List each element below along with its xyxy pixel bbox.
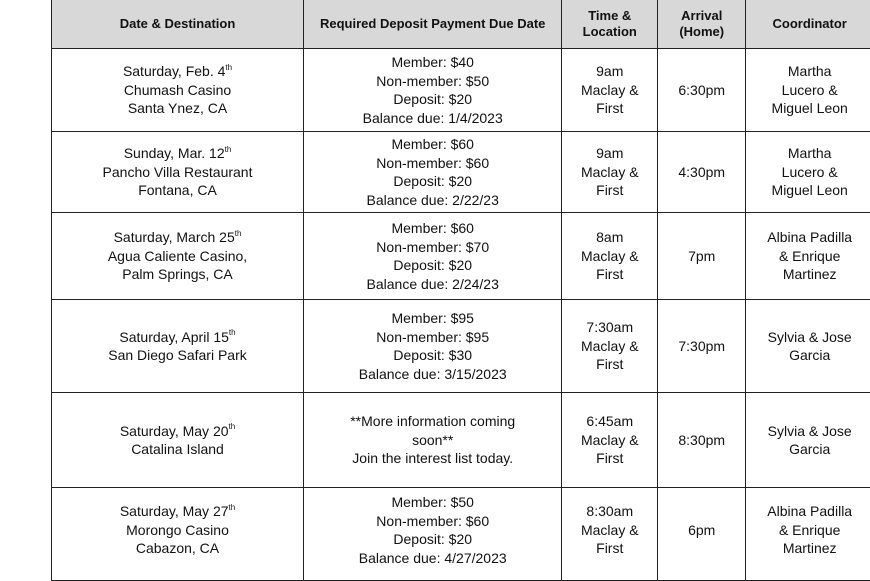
trip-arrival-wrap: [662, 521, 741, 540]
trip-row: [52, 300, 870, 393]
trip-time: 9am: [566, 144, 653, 163]
trip-location-line: First: [566, 265, 653, 284]
header-deposit: [304, 0, 562, 49]
trip-destination-line: Pancho Villa Restaurant: [56, 163, 299, 182]
trip-deposit-line: Deposit: $20: [308, 90, 557, 109]
trip-arrival: 7:30pm: [662, 337, 741, 356]
trip-deposit-line: Deposit: $20: [308, 530, 557, 549]
trip-row: [52, 49, 870, 132]
trip-deposit-line: Balance due: 2/22/23: [308, 191, 557, 210]
trip-date-ordinal: th: [229, 503, 236, 512]
trip-location-line: Maclay &: [566, 337, 653, 356]
trip-coordinator: [750, 328, 869, 365]
trip-deposit-line: Non-member: $60: [308, 512, 557, 531]
trip-date-destination-cell: [52, 300, 304, 393]
trip-time-location: [566, 318, 653, 374]
trip-date-ordinal: th: [229, 422, 236, 431]
trip-arrival: 6pm: [662, 521, 741, 540]
trip-coordinator-line: Miguel Leon: [750, 99, 869, 118]
trip-coordinator: [750, 228, 869, 284]
trip-destination-line: Cabazon, CA: [56, 539, 299, 558]
trip-deposit: [308, 493, 557, 567]
trip-arrival-wrap: [662, 431, 741, 450]
trip-coordinator-line: Martha: [750, 144, 869, 163]
trip-date-ordinal: th: [235, 229, 242, 238]
trips-table: [51, 0, 870, 581]
trip-date-destination-cell: [52, 213, 304, 300]
trip-row: [52, 213, 870, 300]
header-coordinator-label: Coordinator: [772, 16, 846, 31]
trip-date-ordinal: th: [225, 63, 232, 72]
trip-deposit-line: Member: $50: [308, 493, 557, 512]
trip-date-text: Saturday, March 25: [114, 229, 235, 245]
header-date-destination: [52, 0, 304, 49]
trip-coordinator-cell: [746, 49, 870, 132]
trip-date-destination-cell: [52, 488, 304, 581]
trip-date-ordinal: th: [229, 328, 236, 337]
trip-coordinator: [750, 502, 869, 558]
trip-time: 9am: [566, 62, 653, 81]
trip-location-line: Maclay &: [566, 247, 653, 266]
trip-date-destination: [56, 144, 299, 200]
trip-row: [52, 488, 870, 581]
trip-date: [56, 328, 299, 347]
trip-date: [56, 422, 299, 441]
trip-deposit-cell: [304, 49, 562, 132]
trip-date-destination-cell: [52, 49, 304, 132]
trip-arrival-wrap: [662, 163, 741, 182]
trip-time: 7:30am: [566, 318, 653, 337]
header-time-location: [562, 0, 658, 49]
trip-date-destination: [56, 328, 299, 365]
trip-date: [56, 144, 299, 163]
trip-date-text: Saturday, May 20: [120, 423, 229, 439]
trip-deposit-line: Member: $60: [308, 135, 557, 154]
trip-coordinator: [750, 62, 869, 118]
header-deposit-line1: Required Deposit: [320, 16, 428, 31]
trip-coordinator-line: Albina Padilla: [750, 502, 869, 521]
trip-arrival-wrap: [662, 337, 741, 356]
trip-coordinator-line: Martinez: [750, 265, 869, 284]
trip-date-text: Saturday, Feb. 4: [123, 63, 225, 79]
trip-arrival-wrap: [662, 247, 741, 266]
trip-deposit-line: Non-member: $95: [308, 328, 557, 347]
trip-date: [56, 228, 299, 247]
trip-time-location: [566, 228, 653, 284]
trip-deposit: [308, 135, 557, 209]
trip-coordinator-cell: [746, 213, 870, 300]
trip-coordinator-line: & Enrique: [750, 521, 869, 540]
trip-destination-line: Catalina Island: [56, 440, 299, 459]
trip-arrival-cell: [658, 132, 746, 213]
trip-location-line: Maclay &: [566, 431, 653, 450]
trip-coordinator: [750, 422, 869, 459]
trip-arrival-cell: [658, 213, 746, 300]
trip-coordinator-line: Garcia: [750, 346, 869, 365]
trip-date-destination: [56, 502, 299, 558]
trip-deposit-cell: [304, 300, 562, 393]
trip-coordinator-line: Miguel Leon: [750, 181, 869, 200]
trip-location-line: Maclay &: [566, 81, 653, 100]
trip-time-location-cell: [562, 488, 658, 581]
trip-deposit: [308, 412, 557, 468]
trip-destination-line: Santa Ynez, CA: [56, 99, 299, 118]
header-arrival-line1: Arrival: [681, 8, 722, 23]
trip-destination-line: Chumash Casino: [56, 81, 299, 100]
trip-location-line: Maclay &: [566, 521, 653, 540]
trip-arrival: 6:30pm: [662, 81, 741, 100]
trip-date: [56, 62, 299, 81]
trip-deposit-line: Deposit: $20: [308, 256, 557, 275]
trip-time-location: [566, 62, 653, 118]
trip-arrival-cell: [658, 393, 746, 488]
trip-date-destination-cell: [52, 132, 304, 213]
header-row: [52, 0, 870, 49]
header-date-destination-label: Date & Destination: [120, 16, 236, 31]
trip-coordinator: [750, 144, 869, 200]
trip-deposit-line: **More information coming: [308, 412, 557, 431]
trip-time-location-cell: [562, 393, 658, 488]
trip-location-line: First: [566, 449, 653, 468]
trip-deposit-line: Balance due: 2/24/23: [308, 275, 557, 294]
trip-row: [52, 132, 870, 213]
trip-row: [52, 393, 870, 488]
header-coordinator: [746, 0, 870, 49]
trip-destination-line: Morongo Casino: [56, 521, 299, 540]
trip-arrival: 8:30pm: [662, 431, 741, 450]
trip-location-line: First: [566, 539, 653, 558]
trip-coordinator-cell: [746, 132, 870, 213]
trip-coordinator-cell: [746, 300, 870, 393]
trip-deposit-cell: [304, 393, 562, 488]
trip-deposit: [308, 53, 557, 127]
header-arrival-line2: (Home): [679, 24, 724, 39]
trip-deposit: [308, 309, 557, 383]
trip-deposit-cell: [304, 213, 562, 300]
trip-date-destination-cell: [52, 393, 304, 488]
trip-deposit-line: Non-member: $70: [308, 238, 557, 257]
trip-time: 8:30am: [566, 502, 653, 521]
trip-destination-line: San Diego Safari Park: [56, 346, 299, 365]
trip-deposit-cell: [304, 132, 562, 213]
trip-destination-line: Fontana, CA: [56, 181, 299, 200]
trip-time-location: [566, 502, 653, 558]
trip-date-ordinal: th: [225, 145, 232, 154]
header-deposit-line2: Payment Due Date: [431, 16, 545, 31]
trip-arrival-cell: [658, 49, 746, 132]
trip-coordinator-line: Garcia: [750, 440, 869, 459]
trip-deposit-line: Member: $95: [308, 309, 557, 328]
trip-deposit-line: Deposit: $30: [308, 346, 557, 365]
trip-date-destination: [56, 62, 299, 118]
trip-deposit-line: Non-member: $60: [308, 154, 557, 173]
trip-coordinator-line: Sylvia & Jose: [750, 328, 869, 347]
trip-coordinator-line: Lucero &: [750, 163, 869, 182]
trip-deposit-line: Member: $40: [308, 53, 557, 72]
trip-deposit-line: Deposit: $20: [308, 172, 557, 191]
trip-destination-line: Palm Springs, CA: [56, 265, 299, 284]
header-time-line2: Location: [583, 24, 637, 39]
trip-time-location: [566, 412, 653, 468]
trip-deposit-line: soon**: [308, 431, 557, 450]
trip-date-text: Saturday, May 27: [120, 503, 229, 519]
trip-date-destination: [56, 228, 299, 284]
trip-time-location-cell: [562, 300, 658, 393]
header-time-line1: Time &: [588, 8, 631, 23]
trip-arrival-cell: [658, 488, 746, 581]
trip-coordinator-line: & Enrique: [750, 247, 869, 266]
trip-arrival: 4:30pm: [662, 163, 741, 182]
trip-time-location: [566, 144, 653, 200]
trip-arrival-wrap: [662, 81, 741, 100]
trip-coordinator-line: Albina Padilla: [750, 228, 869, 247]
trip-time-location-cell: [562, 49, 658, 132]
trip-arrival: 7pm: [662, 247, 741, 266]
trip-date-text: Sunday, Mar. 12: [124, 145, 225, 161]
trip-deposit-cell: [304, 488, 562, 581]
trip-time-location-cell: [562, 132, 658, 213]
trip-deposit-line: Member: $60: [308, 219, 557, 238]
trip-coordinator-line: Martha: [750, 62, 869, 81]
trip-location-line: First: [566, 181, 653, 200]
trip-coordinator-line: Lucero &: [750, 81, 869, 100]
trip-deposit-line: Balance due: 3/15/2023: [308, 365, 557, 384]
trip-deposit-line: Non-member: $50: [308, 72, 557, 91]
trip-location-line: First: [566, 355, 653, 374]
trip-time-location-cell: [562, 213, 658, 300]
trip-date: [56, 502, 299, 521]
trip-deposit: [308, 219, 557, 293]
trip-destination-line: Agua Caliente Casino,: [56, 247, 299, 266]
trip-arrival-cell: [658, 300, 746, 393]
trip-date-destination: [56, 422, 299, 459]
trip-coordinator-cell: [746, 393, 870, 488]
trip-coordinator-line: Sylvia & Jose: [750, 422, 869, 441]
trip-location-line: First: [566, 99, 653, 118]
trip-deposit-line: Balance due: 4/27/2023: [308, 549, 557, 568]
trip-location-line: Maclay &: [566, 163, 653, 182]
trip-deposit-line: Balance due: 1/4/2023: [308, 109, 557, 128]
trip-coordinator-line: Martinez: [750, 539, 869, 558]
header-arrival: [658, 0, 746, 49]
trip-time: 8am: [566, 228, 653, 247]
trip-coordinator-cell: [746, 488, 870, 581]
trip-time: 6:45am: [566, 412, 653, 431]
trip-deposit-line: Join the interest list today.: [308, 449, 557, 468]
trip-date-text: Saturday, April 15: [119, 329, 228, 345]
